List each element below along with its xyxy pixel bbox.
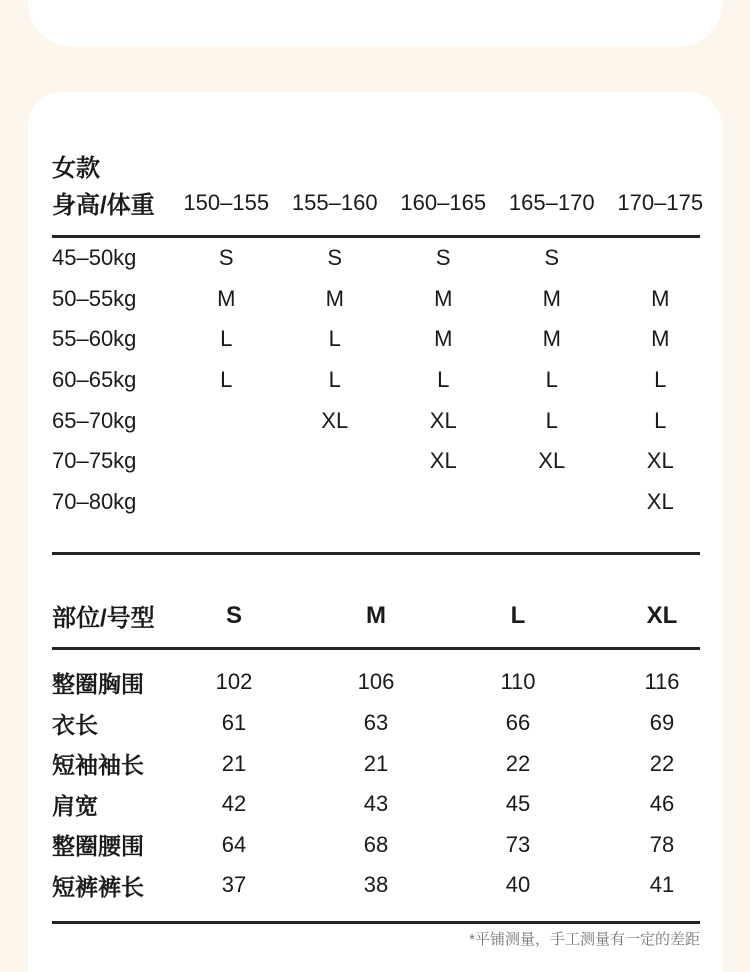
table-row [52,319,718,360]
measurement-row-label: 短裤裤长 [52,873,144,900]
size-cell: L [545,407,558,433]
table-row [52,400,718,441]
measurement-cell: 40 [505,872,531,898]
table-row [52,743,718,784]
height-weight-header-label: 身高/体重 [52,192,155,219]
weight-row-label: 70–75kg [52,448,137,474]
measurement-cell: 66 [505,710,531,736]
measurement-row-label: 衣长 [52,711,98,738]
measurement-cell: 42 [221,791,247,817]
height-weight-header-row [52,185,718,219]
measurement-row-label: 短袖袖长 [52,752,144,779]
size-cell: M [325,285,344,311]
divider-rule [52,552,700,555]
size-chart-card [28,92,722,972]
measurement-cell: 68 [363,831,389,857]
height-column-header: 165–170 [508,189,595,215]
measurement-cell: 64 [221,831,247,857]
measurement-cell: 78 [649,831,675,857]
weight-row-label: 70–80kg [52,488,137,514]
weight-row-label: 50–55kg [52,285,137,311]
weight-row-label: 45–50kg [52,245,137,271]
measurement-cell: 22 [649,750,675,776]
measurement-cell: 106 [357,669,395,695]
measurement-header-row [52,598,718,632]
size-cell: M [434,285,453,311]
measurement-cell: 63 [363,710,389,736]
previous-section-card-bottom [28,0,722,46]
table-row [52,441,718,482]
size-cell: S [327,245,343,271]
measurement-row-label: 整圈胸围 [52,670,144,697]
measurement-cell: 116 [644,669,680,695]
table-row [52,865,718,906]
measurement-cell: 38 [363,872,389,898]
table-row [52,279,718,320]
size-cell: L [654,367,667,393]
gender-label: 女款 [52,155,100,182]
size-cell: M [217,285,236,311]
table-row [52,360,718,401]
size-column-header: M [366,601,386,629]
size-cell: S [218,245,234,271]
table-row [52,662,718,703]
size-cell: XL [646,488,674,514]
size-cell: S [435,245,451,271]
size-cell: XL [429,407,457,433]
measurement-cell: 22 [505,750,531,776]
height-column-header: 160–165 [400,189,487,215]
measurement-disclaimer: *平铺测量，手工测量有一定的差距 [469,930,700,948]
weight-row-label: 60–65kg [52,367,137,393]
weight-row-label: 65–70kg [52,407,137,433]
size-cell: M [542,285,561,311]
size-cell: L [545,367,558,393]
measurement-cell: 46 [649,791,675,817]
measurement-cell: 73 [505,831,531,857]
size-cell: XL [321,407,349,433]
measurement-cell: 41 [649,872,675,898]
divider-rule [52,647,700,650]
table-row [52,238,718,279]
measurement-cell: 69 [649,710,675,736]
measurement-cell: 37 [221,872,247,898]
table-row [52,784,718,825]
size-column-header: L [510,601,526,629]
size-cell: M [434,326,453,352]
height-column-header: 150–155 [183,189,270,215]
measurement-cell: 21 [221,750,247,776]
size-cell: L [220,326,233,352]
size-cell: L [328,367,341,393]
size-cell: M [651,285,670,311]
measurement-cell: 21 [363,750,389,776]
measurement-cell: 45 [505,791,531,817]
measurement-row-label: 肩宽 [52,792,98,819]
height-column-header: 170–175 [617,189,704,215]
size-cell: S [544,245,560,271]
height-column-header: 155–160 [291,189,378,215]
size-cell: M [542,326,561,352]
table-row [52,703,718,744]
size-cell: XL [429,448,457,474]
size-cell: L [220,367,233,393]
weight-row-label: 55–60kg [52,326,137,352]
measurement-header-label: 部位/号型 [52,605,155,633]
measurement-cell: 110 [500,669,536,695]
size-cell: L [654,407,667,433]
size-cell: XL [646,448,674,474]
measurement-cell: 102 [215,669,253,695]
size-cell: XL [538,448,566,474]
size-cell: L [328,326,341,352]
size-chart-content [52,152,718,953]
size-column-header: S [225,601,242,629]
measurement-cell: 43 [363,791,389,817]
divider-rule [52,921,700,924]
size-cell: M [651,326,670,352]
size-column-header: XL [646,601,678,629]
table-row [52,482,718,523]
measurement-row-label: 整圈腰围 [52,833,144,860]
measurement-cell: 61 [221,710,247,736]
table-row [52,825,718,866]
size-cell: L [437,367,450,393]
